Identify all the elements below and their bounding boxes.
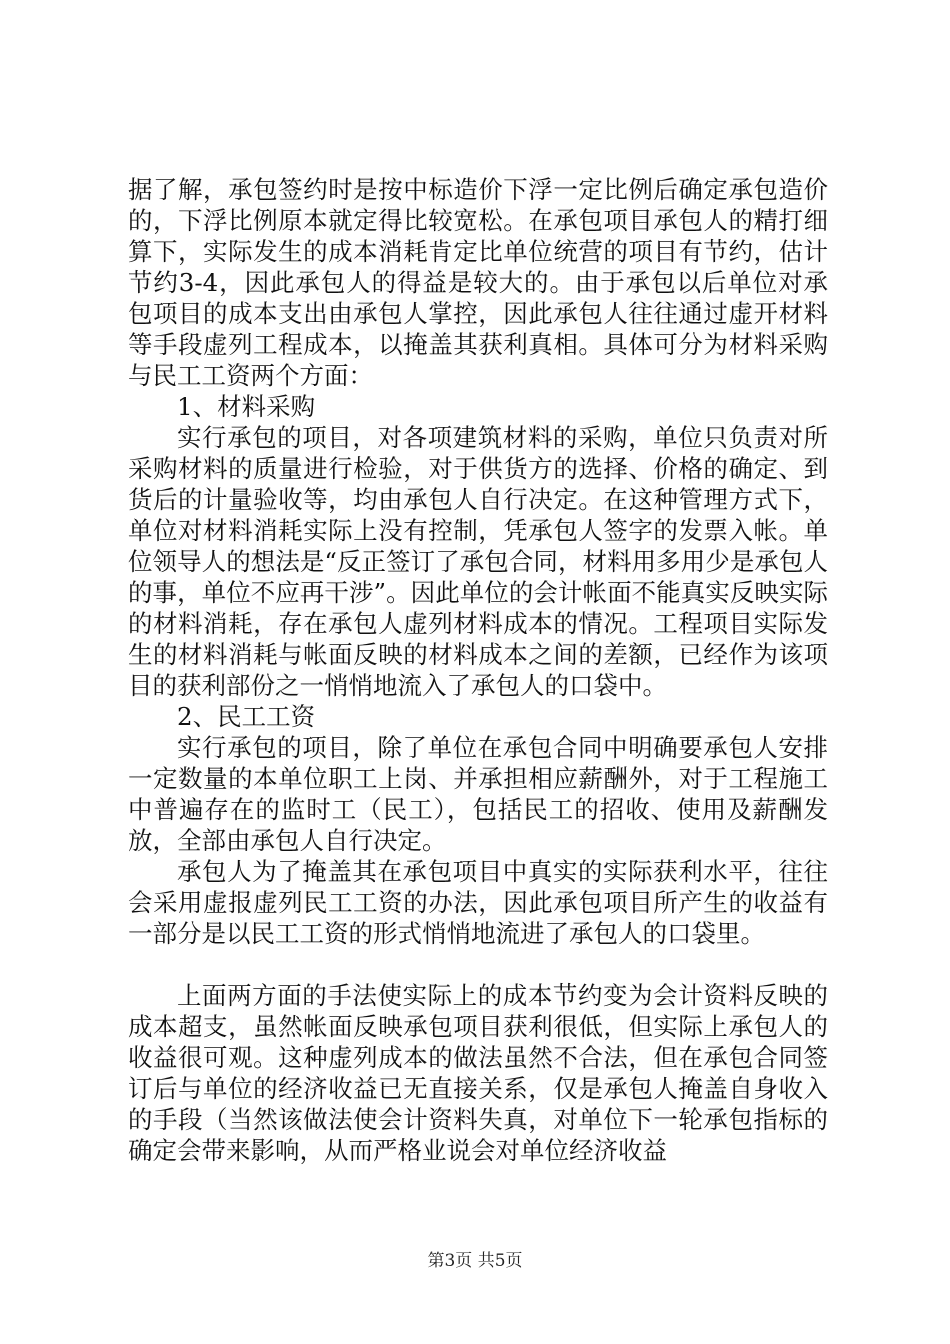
section-heading-materials: 1、材料采购 [177, 392, 316, 421]
page-number-footer: 第3页 共5页 [427, 1251, 523, 1271]
paragraph-summary: 上面两方面的手法使实际上的成本节约变为会计资料反映的成本超支，虽然帐面反映承包项目获利很低，但实际上承包人的收益很可观。这种虚列成本的做法虽然不合法，但在承包合同签订后与单位的经济收益已无直接关系，仅是承包人掩盖自身收入的手段（当然该做法使会计资料失真，对单位下一轮承包指标的确定会带来影响，从而严格业说会对单位经济收益 [128, 981, 828, 1165]
document-body [128, 174, 828, 1166]
paragraph-wages-cover: 承包人为了掩盖其在承包项目中真实的实际获利水平，往往会采用虚报虚列民工工资的办法，因此承包项目所产生的收益有一部分是以民工工资的形式悄悄地流进了承包人的口袋里。 [128, 857, 828, 948]
section-heading-wages: 2、民工工资 [177, 702, 316, 731]
paragraph-wages: 实行承包的项目，除了单位在承包合同中明确要承包人安排一定数量的本单位职工上岗、并承担相应薪酬外，对于工程施工中普遍存在的监时工（民工），包括民工的招收、使用及薪酬发放，全部由承包人自行决定。 [128, 733, 828, 855]
paragraph-materials: 实行承包的项目，对各项建筑材料的采购，单位只负责对所采购材料的质量进行检验，对于供货方的选择、价格的确定、到货后的计量验收等，均由承包人自行决定。在这种管理方式下，单位对材料消耗实际上没有控制，凭承包人签字的发票入帐。单位领导人的想法是“反正签订了承包合同，材料用多用少是承包人的事，单位不应再干涉”。因此单位的会计帐面不能真实反映实际的材料消耗，存在承包人虚列材料成本的情况。工程项目实际发生的材料消耗与帐面反映的材料成本之间的差额，已经作为该项目的获利部份之一悄悄地流入了承包人的口袋中。 [128, 423, 828, 700]
paragraph-intro: 据了解，承包签约时是按中标造价下浮一定比例后确定承包造价的，下浮比例原本就定得比较宽松。在承包项目承包人的精打细算下，实际发生的成本消耗肯定比单位统营的项目有节约，估计节约3-4，因此承包人的得益是较大的。由于承包以后单位对承包项目的成本支出由承包人掌控，因此承包人往往通过虚开材料等手段虚列工程成本，以掩盖其获利真相。具体可分为材料采购与民工工资两个方面： [128, 175, 828, 390]
paragraph-spacer [128, 949, 828, 980]
